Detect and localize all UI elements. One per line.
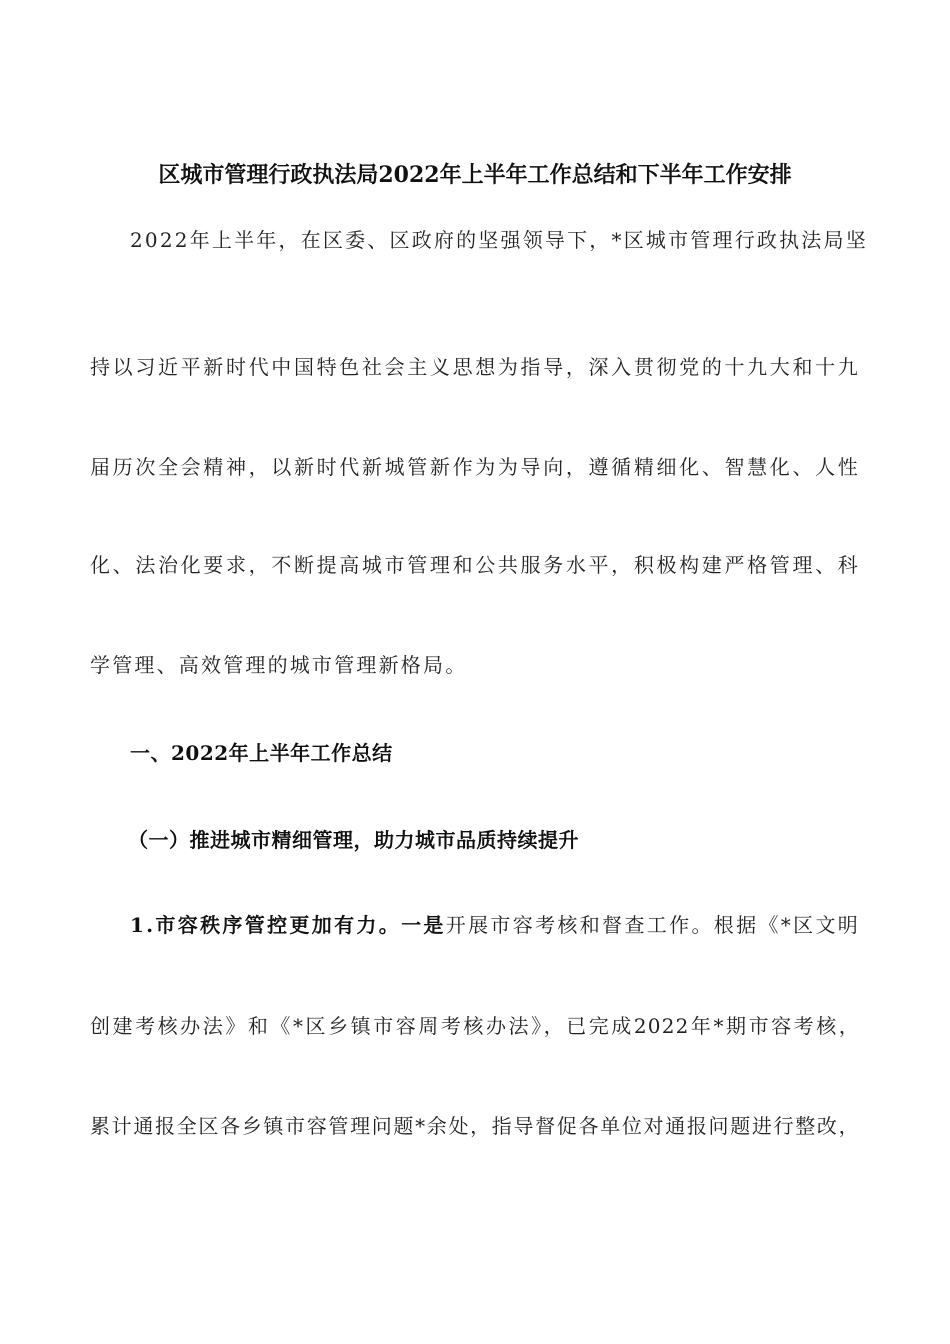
document-title: 区城市管理行政执法局2022年上半年工作总结和下半年工作安排 — [158, 162, 792, 188]
section-heading: 一、2022年上半年工作总结 — [130, 741, 393, 765]
item1-rest: 开展市容考核和督查工作。根据《*区文明 — [445, 913, 860, 937]
item1-line-2: 创建考核办法》和《*区乡镇市容周考核办法》，已完成2022年*期市容考核， — [90, 1014, 860, 1038]
intro-line-1: 2022年上半年，在区委、区政府的坚强领导下，*区城市管理行政执法局坚 — [130, 228, 868, 252]
subsection-heading: （一）推进城市精细管理，助力城市品质持续提升 — [128, 828, 579, 852]
item1-line-3: 累计通报全区各乡镇市容管理问题*余处，指导督促各单位对通报问题进行整改， — [90, 1114, 860, 1138]
intro-line-3: 届历次全会精神，以新时代新城管新作为为导向，遵循精细化、智慧化、人性 — [90, 455, 860, 479]
item1-line-1 — [90, 911, 860, 939]
intro-line-2: 持以习近平新时代中国特色社会主义思想为指导，深入贯彻党的十九大和十九 — [90, 355, 860, 379]
intro-line-4: 化、法治化要求，不断提高城市管理和公共服务水平，积极构建严格管理、科 — [90, 553, 860, 577]
intro-line-5: 学管理、高效管理的城市管理新格局。 — [90, 653, 468, 677]
item1-bold-lead: 1.市容秩序管控更加有力。一是 — [130, 913, 446, 937]
